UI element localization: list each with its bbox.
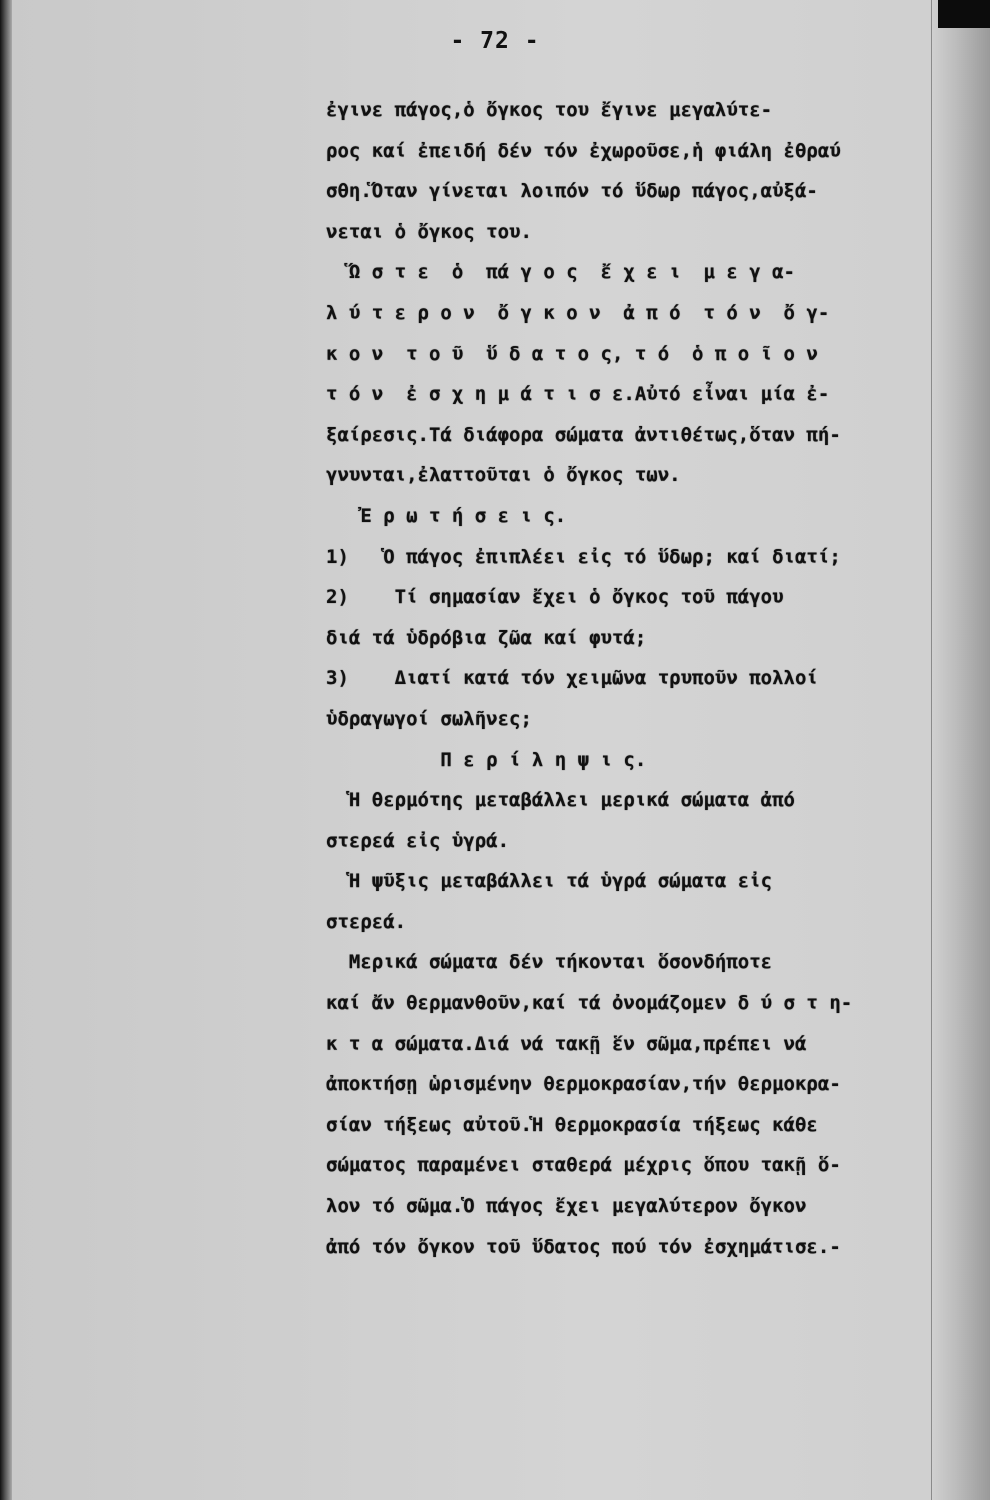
- text-line: στερεά εἰς ὑγρά.: [326, 829, 510, 852]
- text-line: ρος καί ἐπειδή δέν τόν ἐχωροῦσε,ἡ φιάλη ἐθραύ: [326, 139, 841, 162]
- text-line: λον τό σῶμα.Ὁ πάγος ἔχει μεγαλύτερον ὄγκον: [326, 1195, 807, 1218]
- question-item: 3) Διατί κατά τόν χειμῶνα τρυποῦν πολλοί: [326, 667, 818, 690]
- text-line: λ ύ τ ε ρ ο ν ὄ γ κ ο ν ἀ π ό τ ό ν ὄ γ-: [326, 301, 830, 324]
- text-line: σθη.Ὅταν γίνεται λοιπόν τό ὕδωρ πάγος,αὐξά-: [326, 180, 818, 203]
- text-line: ὑδραγωγοί σωλῆνες;: [326, 707, 532, 730]
- page-number: - 72 -: [450, 28, 540, 54]
- text-line: ἀποκτήσῃ ὡρισμένην θερμοκρασίαν,τήν θερμοκρα-: [326, 1073, 841, 1096]
- text-line: τ ό ν ἐ σ χ η μ ά τ ι σ ε.Αὐτό εἶναι μία ἐ-: [326, 383, 830, 406]
- body-text: [326, 90, 926, 1267]
- text-line: κ τ α σώματα.Διά νά τακῇ ἕν σῶμα,πρέπει νά: [326, 1032, 807, 1055]
- text-line: ἐγινε πάγος,ὁ ὄγκος του ἔγινε μεγαλύτε-: [326, 99, 773, 121]
- text-line: κ ο ν τ ο ῦ ὕ δ α τ ο ς, τ ό ὁ π ο ῖ ο ν: [326, 342, 818, 365]
- text-line: Ὥ σ τ ε ὁ πά γ ο ς ἔ χ ε ι μ ε γ α-: [326, 261, 795, 284]
- page-edge-shadow: [931, 0, 990, 1500]
- text-line: στερεά.: [326, 910, 407, 933]
- question-item: 1) Ὁ πάγος ἐπιπλέει εἰς τό ὕδωρ; καί διατί;: [326, 545, 841, 568]
- text-line: Μερικά σώματα δέν τήκονται ὅσονδήποτε: [326, 951, 773, 974]
- text-line: καί ἄν θερμανθοῦν,καί τά ὀνομάζομεν δ ύ σ τ η-: [326, 992, 853, 1015]
- text-line: ἀπό τόν ὄγκον τοῦ ὕδατος πού τόν ἐσχημάτισε.-: [326, 1235, 841, 1258]
- text-line: διά τά ὑδρόβια ζῶα καί φυτά;: [326, 626, 647, 649]
- text-line: Ἡ θερμότης μεταβάλλει μερικά σώματα ἀπό: [326, 789, 795, 812]
- text-line: γνυνται,ἐλαττοῦται ὁ ὄγκος των.: [326, 464, 681, 487]
- text-line: σώματος παραμένει σταθερά μέχρις ὅπου τακῇ ὅ-: [326, 1154, 841, 1177]
- text-line: νεται ὁ ὄγκος του.: [326, 220, 532, 243]
- text-line: σίαν τήξεως αὐτοῦ.Ἡ θερμοκρασία τήξεως κάθε: [326, 1113, 818, 1136]
- question-item: 2) Τί σημασίαν ἔχει ὁ ὄγκος τοῦ πάγου: [326, 586, 784, 609]
- scan-corner: [938, 0, 990, 28]
- section-heading-questions: Ἐ ρ ω τ ή σ ε ι ς.: [326, 504, 567, 527]
- section-heading-summary: Π ε ρ ί λ η ψ ι ς.: [326, 748, 647, 771]
- text-line: Ἡ ψῦξις μεταβάλλει τά ὑγρά σώματα εἰς: [326, 870, 773, 893]
- binding-edge: [0, 0, 12, 1500]
- text-line: ξαίρεσις.Τά διάφορα σώματα ἀντιθέτως,ὅταν πή-: [326, 423, 841, 446]
